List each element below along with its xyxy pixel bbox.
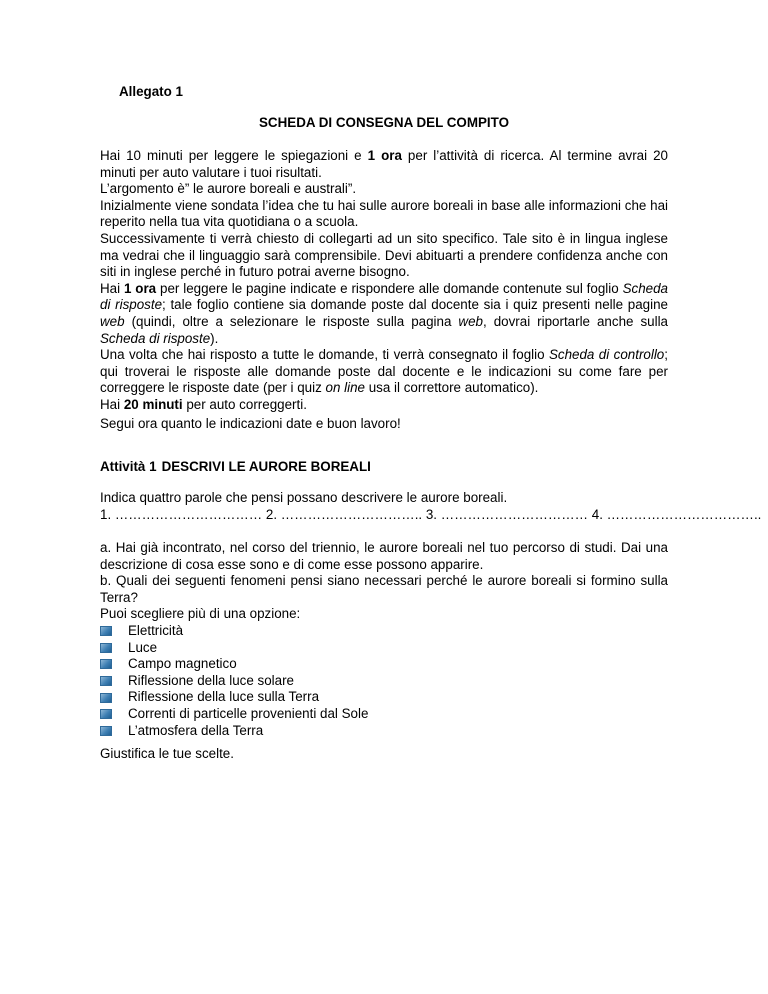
instructions-paragraph-topic: L’argomento è” le aurore boreali e australi”. [100,181,357,197]
emphasis-text: 20 minuti [123,396,183,412]
option-item [100,640,368,657]
italic-text: Scheda di risposte [100,280,668,313]
activity-title: DESCRIVI LE AURORE BOREALI [161,459,371,474]
options-list [100,623,368,739]
italic-text: web [100,313,125,329]
option-item [100,689,368,706]
word-blanks: 1. …………………………… 2. ………………………….. 3. …………………………… 4. …………………………….. [100,507,762,522]
text-span: Hai [100,280,124,296]
square-bullet-icon [100,659,112,669]
emphasis-text: 1 ora [123,280,157,296]
square-bullet-icon [100,693,112,703]
instructions-paragraph-site: Successivamente ti verrà chiesto di collegarti ad un sito specifico. Tale sito è in lingua inglese ma vedrai che il linguaggio sarà comprensibile. Devi abituarti a prendere confidenza anche con siti in inglese perché in futuro potrai averne bisogno. [100,230,668,280]
closing-sentence: Segui ora quanto le indicazioni date e buon lavoro! [100,416,401,431]
instructions-paragraph-hour [100,281,668,347]
activity-number: Attività 1 [100,459,157,474]
option-label: Correnti di particelle provenienti dal Sole [128,705,369,721]
option-item [100,656,368,673]
italic-text: Scheda di controllo [548,347,665,363]
text-span: Hai [100,396,124,412]
square-bullet-icon [100,709,112,719]
square-bullet-icon [100,626,112,636]
page-title: SCHEDA DI CONSEGNA DEL COMPITO [259,115,509,130]
choose-label: Puoi scegliere più di una opzione: [100,606,301,621]
square-bullet-icon [100,643,112,653]
text-span: per auto correggerti. [182,396,307,412]
option-label: Elettricità [128,623,184,638]
text-span: (quindi, oltre a selezionare le risposte sulla pagina [124,313,459,329]
text-span: Una volta che hai risposto a tutte le domande, ti verrà consegnato il foglio [100,347,549,363]
text-span: ). [210,330,219,346]
text-span: , dovrai riportarle anche sulla [483,313,668,329]
text-span: usa il correttore automatico). [365,380,539,396]
square-bullet-icon [100,726,112,736]
instructions-paragraph-initial: Inizialmente viene sondata l’idea che tu hai sulle aurore boreali in base alle informazioni che hai reperito nella tua vita quotidiana o a scuola. [100,197,668,230]
text-span: ; tale foglio contiene sia domande poste dal docente sia i quiz presenti nelle pagine [162,297,668,313]
italic-text: web [458,313,483,329]
option-label: Luce [128,639,158,655]
instructions-paragraph-correction [100,397,668,414]
activity-heading [100,459,371,476]
question-b: b. Quali dei seguenti fenomeni pensi siano necessari perché le aurore boreali si formino sulla Terra? [100,573,668,605]
option-label: L’atmosfera della Terra [128,722,264,738]
square-bullet-icon [100,676,112,686]
italic-text: on line [325,380,365,396]
attachment-label: Allegato 1 [119,84,183,99]
option-label: Campo magnetico [128,656,237,672]
text-span: ; qui troverai le risposte alle domande poste dal docente e le indicazioni su come fare per correggere le risposte date (per i quiz [100,347,668,396]
instructions-paragraph-time [100,148,668,181]
activity-description: Indica quattro parole che pensi possano descrivere le aurore boreali. [100,490,508,505]
instructions-paragraph-control [100,347,668,397]
text-span: per leggere le pagine indicate e rispondere alle domande contenute sul foglio [156,280,623,296]
justify-prompt: Giustifica le tue scelte. [100,746,234,761]
option-item [100,623,368,640]
option-item [100,723,368,740]
option-label: Riflessione della luce sulla Terra [128,689,320,705]
text-span: Hai 10 minuti per leggere le spiegazioni e [100,148,368,163]
option-label: Riflessione della luce solare [128,672,294,688]
italic-text: Scheda di risposte [100,330,211,346]
questions-section [100,540,668,606]
option-item [100,706,368,723]
instructions-section [100,148,668,414]
emphasis-text: 1 ora [367,148,402,163]
option-item [100,673,368,690]
question-a: a. Hai già incontrato, nel corso del triennio, le aurore boreali nel tuo percorso di studi. Dai una descrizione di cosa esse sono e di come esse possono apparire. [100,540,668,572]
text-span: per l’attività di ricerca. Al termine avrai 20 minuti per auto valutare i tuoi risultati. [100,148,668,180]
